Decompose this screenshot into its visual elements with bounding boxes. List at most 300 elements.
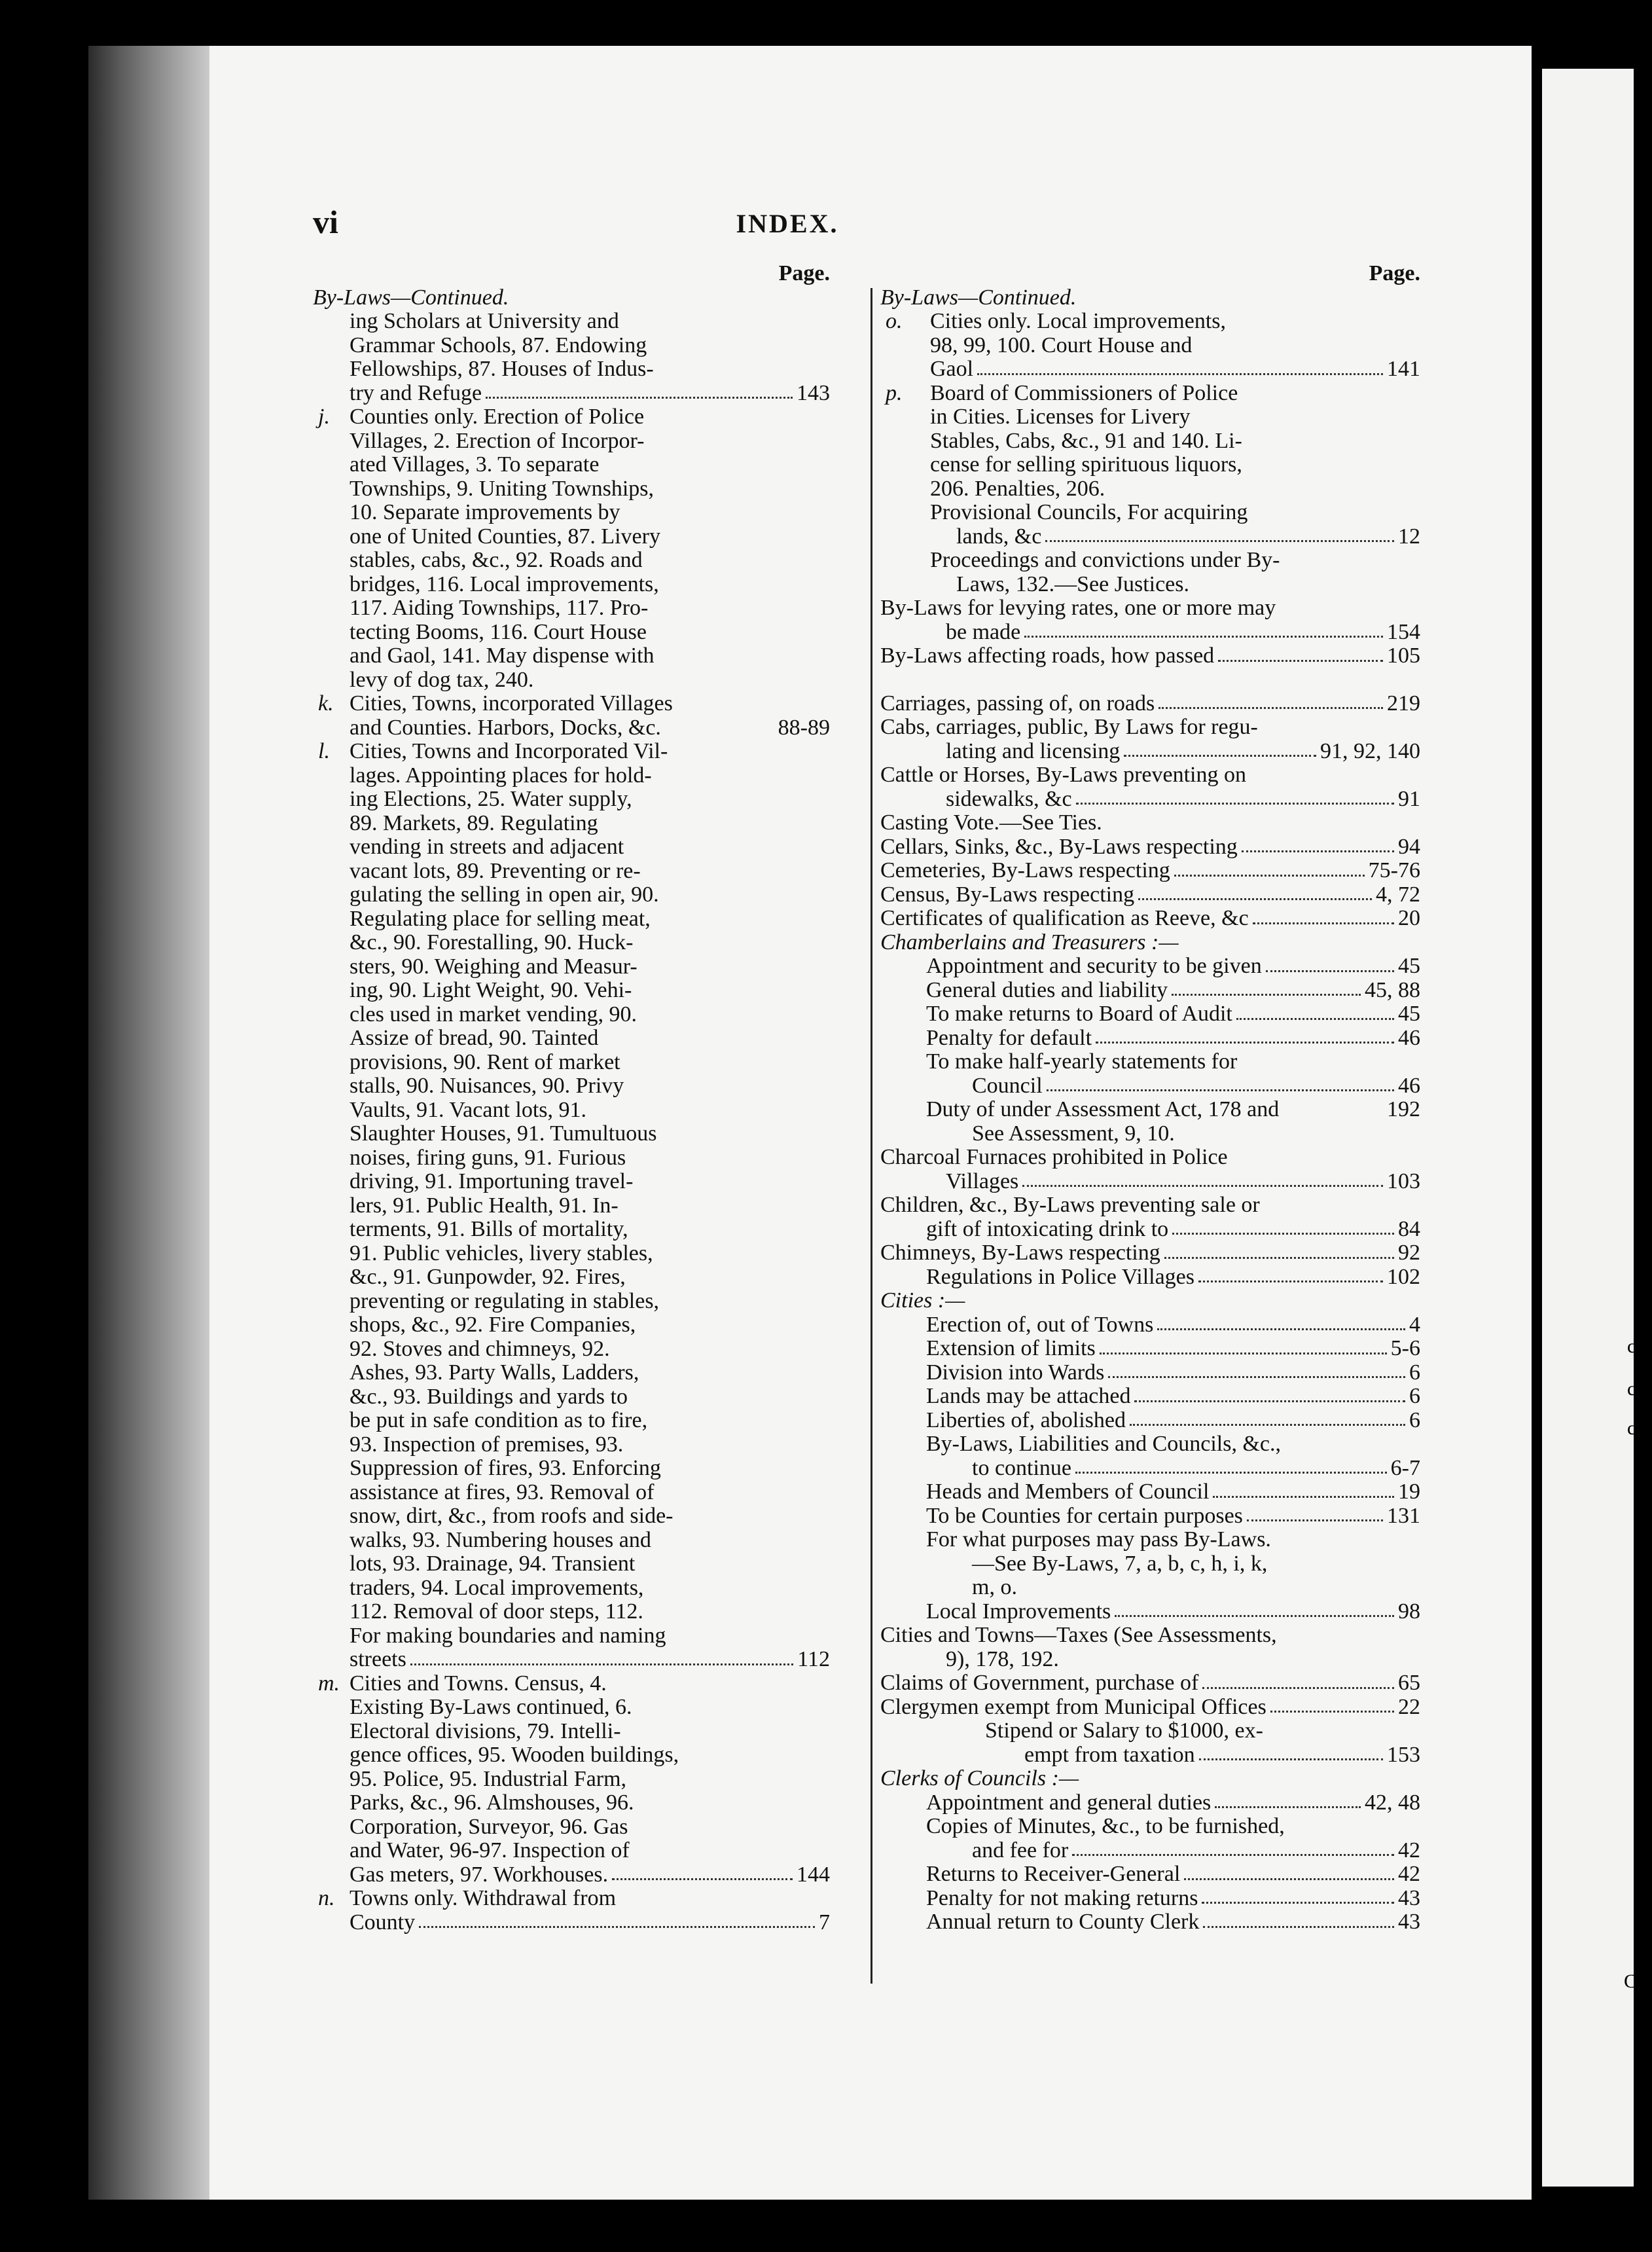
entry-text: Erection of, out of Towns [926, 1313, 1154, 1337]
entry-text: Copies of Minutes, &c., to be furnished, [926, 1815, 1285, 1838]
index-entry [880, 1480, 1420, 1504]
entry-line [350, 1433, 830, 1457]
entry-line-with-page [926, 1026, 1420, 1051]
page-reference: 46 [1398, 1074, 1420, 1098]
index-entry [880, 1241, 1420, 1265]
page-reference: 131 [1387, 1504, 1420, 1528]
index-entry [880, 1719, 1420, 1767]
entry-line-with-page [926, 954, 1420, 979]
dot-leader [1076, 788, 1394, 805]
index-entry [880, 1910, 1420, 1934]
entry-text: 117. Aiding Townships, 117. Pro- [350, 596, 649, 620]
entry-line-with-page [880, 788, 1420, 812]
continued-heading-text: By-Laws—Continued. [880, 285, 1077, 310]
entry-text: and Gaol, 141. May dispense with [350, 644, 655, 668]
entry-text: cense for selling spirituous liquors, [930, 453, 1242, 477]
entry-text: Villages [946, 1169, 1019, 1193]
entry-line [350, 596, 830, 621]
entry-line [350, 1122, 830, 1146]
entry-text: Corporation, Surveyor, 96. Gas [350, 1815, 628, 1839]
entry-text: Parks, &c., 96. Almshouses, 96. [350, 1791, 634, 1815]
entry-line [350, 1791, 830, 1815]
entry-text: Counties only. Erection of Police [350, 405, 645, 429]
entry-text: &c., 93. Buildings and yards to [350, 1385, 628, 1409]
entry-text: gulating the selling in open air, 90. [350, 883, 659, 907]
book-page-edge [88, 46, 213, 2200]
index-entry [880, 1098, 1420, 1146]
entry-text: Stipend or Salary to $1000, ex- [985, 1719, 1263, 1743]
entry-text: 95. Police, 95. Industrial Farm, [350, 1767, 627, 1791]
entry-line [350, 1409, 830, 1433]
entry-text: Cities :— [880, 1289, 965, 1313]
entry-text: vacant lots, 89. Preventing or re- [350, 859, 641, 883]
entry-text: provisions, 90. Rent of market [350, 1050, 620, 1074]
entry-line-with-page [930, 357, 1420, 382]
entry-line [930, 453, 1420, 477]
page-reference: 19 [1398, 1480, 1420, 1504]
entry-line [926, 1815, 1420, 1839]
entry-text: Annual return to County Clerk [926, 1910, 1200, 1934]
index-entry [880, 763, 1420, 811]
entry-line [880, 1648, 1420, 1672]
entry-line [880, 1767, 1420, 1791]
entry-line [350, 931, 830, 955]
index-entry [880, 1337, 1420, 1361]
entry-text: —See By-Laws, 7, a, b, c, h, i, k, [972, 1552, 1268, 1576]
page-reference: 4 [1409, 1313, 1420, 1337]
entry-line [350, 883, 830, 907]
column-divider [871, 288, 872, 1984]
entry-line [350, 334, 830, 358]
left-column [313, 262, 830, 1934]
dot-leader [1283, 1098, 1383, 1116]
entry-line [350, 1385, 830, 1409]
entry-line-with-page [880, 621, 1420, 645]
index-entry [880, 310, 1420, 382]
entry-text: Cities, Towns, incorporated Villages [350, 692, 673, 716]
entry-line [930, 310, 1420, 334]
entry-text: Fellowships, 87. Houses of Indus- [350, 357, 654, 381]
entry-line-with-page [926, 1265, 1420, 1290]
entry-text: bridges, 116. Local improvements, [350, 572, 659, 596]
entry-line-with-page [350, 1863, 830, 1887]
continued-heading [313, 286, 830, 310]
entry-text: walks, 93. Numbering houses and [350, 1528, 651, 1552]
page-reference: 103 [1387, 1169, 1420, 1193]
dot-leader [1138, 883, 1372, 901]
entry-text: 9), 178, 192. [946, 1647, 1059, 1671]
dot-leader [419, 1911, 815, 1929]
page-reference: 22 [1398, 1695, 1420, 1719]
entry-line [350, 573, 830, 597]
page-header [313, 203, 1262, 242]
entry-line [350, 692, 830, 716]
entry-line [930, 405, 1420, 429]
index-entry [880, 1696, 1420, 1720]
right-column [880, 262, 1420, 1934]
index-entry [880, 1504, 1420, 1529]
page-reference: 6 [1409, 1408, 1420, 1432]
entry-text: driving, 91. Importuning travel- [350, 1170, 634, 1193]
entry-text: be put in safe condition as to fire, [350, 1409, 648, 1432]
entry-text: assistance at fires, 93. Removal of [350, 1480, 655, 1504]
index-entry [880, 1432, 1420, 1480]
index-entry [880, 1193, 1420, 1241]
index-entry [880, 835, 1420, 860]
entry-text: Charcoal Furnaces prohibited in Police [880, 1146, 1228, 1169]
page-reference: 6-7 [1390, 1456, 1420, 1480]
page-column-label: Page. [1369, 261, 1420, 285]
dot-leader [1115, 1600, 1394, 1618]
entry-text: Laws, 132.—See Justices. [956, 572, 1190, 596]
page-reference: 7 [819, 1910, 830, 1934]
page-reference: 6 [1409, 1360, 1420, 1385]
dot-leader [1158, 692, 1383, 710]
entry-text: Cities only. Local improvements, [930, 310, 1226, 333]
entry-text: Gaol [930, 357, 974, 381]
entry-line-with-page [926, 1910, 1420, 1934]
entry-line-with-page [880, 692, 1420, 716]
page-reference: 112 [797, 1648, 830, 1671]
index-entry [880, 596, 1420, 644]
dot-leader [1270, 1696, 1394, 1713]
dot-leader [1022, 1170, 1383, 1188]
index-entry [880, 1409, 1420, 1433]
entry-text: To make half-yearly statements for [926, 1050, 1238, 1074]
page-reference: 105 [1387, 644, 1420, 668]
entry-line-with-page [880, 644, 1420, 668]
entry-line [350, 860, 830, 884]
entry-text: Appointment and security to be given [926, 954, 1262, 978]
entry-text: Certificates of qualification as Reeve, &c [880, 907, 1249, 930]
entry-text: Cities, Towns and Incorporated Vil- [350, 740, 668, 763]
entry-text: For what purposes may pass By-Laws. [926, 1528, 1271, 1552]
entry-text: &c., 90. Forestalling, 90. Huck- [350, 931, 634, 954]
dot-leader [1218, 644, 1383, 662]
entry-text: shops, &c., 92. Fire Companies, [350, 1313, 636, 1337]
entry-text: Chimneys, By-Laws respecting [880, 1241, 1160, 1265]
entry-line [926, 1050, 1420, 1074]
entry-text: 91. Public vehicles, livery stables, [350, 1241, 653, 1265]
entry-line [930, 334, 1420, 358]
entry-text: Extension of limits [926, 1337, 1096, 1360]
dot-leader [1253, 907, 1394, 924]
entry-text: Cities and Towns—Taxes (See Assessments, [880, 1624, 1277, 1647]
entry-line [926, 1122, 1420, 1146]
entry-line [350, 1242, 830, 1266]
entry-line-with-page [926, 1862, 1420, 1887]
entry-text: Clergymen exempt from Municipal Offices [880, 1695, 1266, 1719]
entry-line-with-page [926, 1887, 1420, 1911]
entry-line [350, 788, 830, 812]
entry-text: gence offices, 95. Wooden buildings, [350, 1743, 679, 1767]
dot-leader [1199, 1743, 1383, 1761]
entry-line [880, 1624, 1420, 1648]
entry-text: Lands may be attached [926, 1385, 1131, 1408]
page-reference: 5-6 [1390, 1337, 1420, 1360]
dot-leader [1172, 979, 1361, 996]
entry-text: To be Counties for certain purposes [926, 1504, 1243, 1528]
entry-text: 89. Markets, 89. Regulating [350, 811, 598, 835]
entry-line [350, 812, 830, 836]
entry-text: Vaults, 91. Vacant lots, 91. [350, 1098, 587, 1122]
entry-line [350, 955, 830, 979]
entry-text: Grammar Schools, 87. Endowing [350, 333, 647, 357]
page-reference: 6 [1409, 1385, 1420, 1408]
entry-text: noises, firing guns, 91. Furious [350, 1146, 626, 1170]
entry-text: sidewalks, &c [946, 787, 1072, 811]
index-entry [880, 1767, 1420, 1791]
entry-line [350, 1218, 830, 1242]
entry-text: lots, 93. Drainage, 94. Transient [350, 1552, 636, 1576]
entry-label: j. [318, 405, 330, 429]
entry-line-with-page [926, 1337, 1420, 1361]
entry-text: Towns only. Withdrawal from [350, 1887, 617, 1910]
entry-text: Cemeteries, By-Laws respecting [880, 859, 1170, 882]
entry-text: and Counties. Harbors, Docks, &c. [350, 716, 661, 740]
index-entry [880, 1265, 1420, 1290]
entry-text: cles used in market vending, 90. [350, 1002, 637, 1026]
entry-text: Returns to Receiver-General [926, 1862, 1181, 1886]
entry-line-with-page [880, 1696, 1420, 1720]
entry-text: be made [946, 620, 1021, 644]
left-entries [313, 310, 830, 1934]
index-entry [313, 740, 830, 1672]
entry-text: 10. Separate improvements by [350, 501, 620, 524]
entry-text: m, o. [972, 1576, 1017, 1599]
index-entry [880, 1026, 1420, 1051]
entry-line [350, 1194, 830, 1218]
entry-line [350, 310, 830, 334]
entry-line-with-page [926, 1074, 1420, 1099]
entry-line-with-page [926, 1504, 1420, 1529]
entry-line [350, 1170, 830, 1194]
entry-line [350, 1839, 830, 1863]
entry-line [930, 549, 1420, 573]
index-entry [880, 644, 1420, 668]
entry-line-with-page [985, 1743, 1420, 1768]
entry-text: 112. Removal of door steps, 112. [350, 1600, 643, 1624]
index-entry [880, 1528, 1420, 1600]
entry-text: ing, 90. Light Weight, 90. Vehi- [350, 979, 632, 1002]
entry-text: one of United Counties, 87. Livery [350, 524, 660, 549]
entry-line [350, 740, 830, 764]
page-reference: 45 [1398, 1002, 1420, 1026]
entry-text: To make returns to Board of Audit [926, 1002, 1232, 1026]
entry-line-with-page [350, 716, 830, 740]
facing-page-mark: c [1627, 1335, 1636, 1357]
entry-text: Clerks of Councils :— [880, 1767, 1079, 1790]
entry-line [350, 835, 830, 860]
index-entry [880, 1385, 1420, 1409]
entry-line-with-page [926, 979, 1420, 1003]
entry-line [880, 1193, 1420, 1218]
entry-line [930, 573, 1420, 597]
entry-line [350, 1051, 830, 1075]
entry-text: streets [350, 1648, 406, 1671]
entry-line [350, 1361, 830, 1385]
index-entry [880, 1624, 1420, 1671]
entry-text: ing Scholars at University and [350, 310, 619, 333]
entry-text: Duty of under Assessment Act, 178 and [926, 1098, 1280, 1121]
entry-line-with-page [926, 1313, 1420, 1337]
entry-line [350, 1146, 830, 1171]
entry-line-with-page [926, 1361, 1420, 1385]
entry-line [350, 1743, 830, 1768]
entry-text: By-Laws affecting roads, how passed [880, 644, 1215, 668]
entry-line [350, 1099, 830, 1123]
entry-line [350, 644, 830, 668]
entry-line [350, 1337, 830, 1362]
page-reference: 12 [1398, 524, 1420, 549]
page-reference: 4, 72 [1376, 882, 1420, 907]
dot-leader [1024, 621, 1383, 638]
entry-line-with-page [880, 740, 1420, 764]
entry-line-with-page [926, 1791, 1420, 1815]
page-reference: 84 [1398, 1217, 1420, 1241]
entry-line [350, 1313, 830, 1337]
entry-line [350, 979, 830, 1003]
dot-leader [1203, 1910, 1394, 1928]
entry-line-with-page [880, 1218, 1420, 1242]
entry-line [350, 1600, 830, 1624]
entry-text: Heads and Members of Council [926, 1480, 1210, 1504]
index-entry [880, 1002, 1420, 1026]
page-title: INDEX. [736, 209, 839, 238]
entry-line-with-page [926, 1839, 1420, 1863]
entry-text: Division into Wards [926, 1360, 1105, 1385]
dot-leader [1202, 1671, 1394, 1689]
page-reference: 65 [1398, 1671, 1420, 1695]
index-entry [880, 954, 1420, 979]
entry-line [350, 1481, 830, 1505]
entry-text: stables, cabs, &c., 92. Roads and [350, 549, 643, 572]
entry-line-with-page [880, 883, 1420, 907]
dot-leader [1100, 1337, 1387, 1354]
index-entry [880, 1815, 1420, 1862]
entry-text: Cellars, Sinks, &c., By-Laws respecting [880, 835, 1238, 859]
entry-line-with-page [350, 1648, 830, 1672]
facing-page-mark: c [1627, 1378, 1636, 1400]
page-reference: 144 [797, 1862, 830, 1887]
entry-line-with-page [930, 525, 1420, 549]
entry-line-with-page [880, 1170, 1420, 1194]
facing-page-mark: c [1627, 1417, 1636, 1439]
entry-text: Chamberlains and Treasurers :— [880, 930, 1179, 954]
entry-text: Liberties of, abolished [926, 1408, 1126, 1432]
index-entry [880, 692, 1420, 716]
entry-text: Board of Commissioners of Police [930, 381, 1238, 405]
entry-line [350, 621, 830, 645]
entry-line [930, 382, 1420, 406]
index-entry [880, 883, 1420, 907]
entry-text: By-Laws for levying rates, one or more may [880, 596, 1276, 620]
entry-text: Slaughter Houses, 91. Tumultuous [350, 1122, 657, 1146]
page-reference: 143 [797, 381, 830, 405]
entry-text: Cattle or Horses, By-Laws preventing on [880, 763, 1246, 787]
entry-line-with-page [880, 859, 1420, 883]
entry-line [930, 501, 1420, 525]
entry-text: Casting Vote.—See Ties. [880, 811, 1102, 835]
index-entry [313, 1887, 830, 1934]
entry-line [350, 1672, 830, 1696]
entry-text: Children, &c., By-Laws preventing sale or [880, 1193, 1260, 1217]
entry-label: o. [886, 309, 903, 333]
entry-line-with-page [880, 907, 1420, 931]
entry-text: Cabs, carriages, public, By Laws for regu- [880, 716, 1258, 739]
entry-line [880, 931, 1420, 955]
entry-line [880, 716, 1420, 740]
entry-text: 93. Inspection of premises, 93. [350, 1432, 624, 1457]
entry-line [350, 1026, 830, 1051]
index-entry [880, 549, 1420, 596]
entry-line [880, 1289, 1420, 1313]
entry-text: Proceedings and convictions under By- [930, 549, 1280, 572]
dot-leader [1198, 1265, 1383, 1283]
entry-text: 92. Stoves and chimneys, 92. [350, 1337, 610, 1361]
entry-line-with-page [926, 1002, 1420, 1026]
index-entry [880, 1313, 1420, 1337]
entry-line [350, 501, 830, 525]
entry-text: Appointment and general duties [926, 1790, 1212, 1815]
entry-line [350, 1887, 830, 1911]
entry-text: and fee for [972, 1838, 1069, 1862]
entry-line [350, 525, 830, 549]
page-column-label: Page. [778, 261, 830, 285]
entry-line [926, 1528, 1420, 1552]
entry-text: 206. Penalties, 206. [930, 477, 1105, 501]
entry-text: Villages, 2. Erection of Incorpor- [350, 429, 645, 453]
entry-line [930, 429, 1420, 454]
page-reference: 43 [1398, 1910, 1420, 1934]
dot-leader [1215, 1791, 1361, 1809]
page-reference: 102 [1387, 1265, 1420, 1289]
entry-text: lages. Appointing places for hold- [350, 763, 652, 788]
continued-heading-text: By-Laws—Continued. [313, 285, 509, 310]
entry-line [350, 477, 830, 501]
page-reference: 91 [1398, 787, 1420, 811]
page-reference: 98 [1398, 1599, 1420, 1624]
entry-line [350, 1290, 830, 1314]
right-entries [880, 310, 1420, 1934]
entry-text: Townships, 9. Uniting Townships, [350, 477, 654, 501]
index-entry [880, 1289, 1420, 1313]
dot-leader [1096, 1026, 1394, 1044]
entry-line [350, 453, 830, 477]
entry-line-with-page [880, 835, 1420, 860]
page-reference: 20 [1398, 907, 1420, 930]
index-entry [880, 716, 1420, 763]
index-entry [313, 405, 830, 692]
entry-line-with-page [926, 1385, 1420, 1409]
entry-line [350, 1552, 830, 1576]
entry-line-with-page [926, 1098, 1420, 1122]
entry-text: Cities and Towns. Census, 4. [350, 1671, 607, 1696]
entry-text: Regulations in Police Villages [926, 1265, 1195, 1289]
index-entry [880, 1791, 1420, 1815]
entry-text: Stables, Cabs, &c., 91 and 140. Li- [930, 429, 1242, 453]
dot-leader [977, 357, 1383, 375]
entry-text: See Assessment, 9, 10. [972, 1121, 1175, 1146]
entry-text: Penalty for not making returns [926, 1886, 1198, 1910]
dot-leader [1108, 1361, 1405, 1379]
entry-text: Gas meters, 97. Workhouses. [350, 1862, 609, 1887]
page-number: vi [313, 204, 338, 240]
dot-leader [1184, 1862, 1394, 1880]
entry-text: tecting Booms, 116. Court House [350, 620, 647, 644]
index-entry [313, 692, 830, 740]
entry-line-with-page [926, 1409, 1420, 1433]
